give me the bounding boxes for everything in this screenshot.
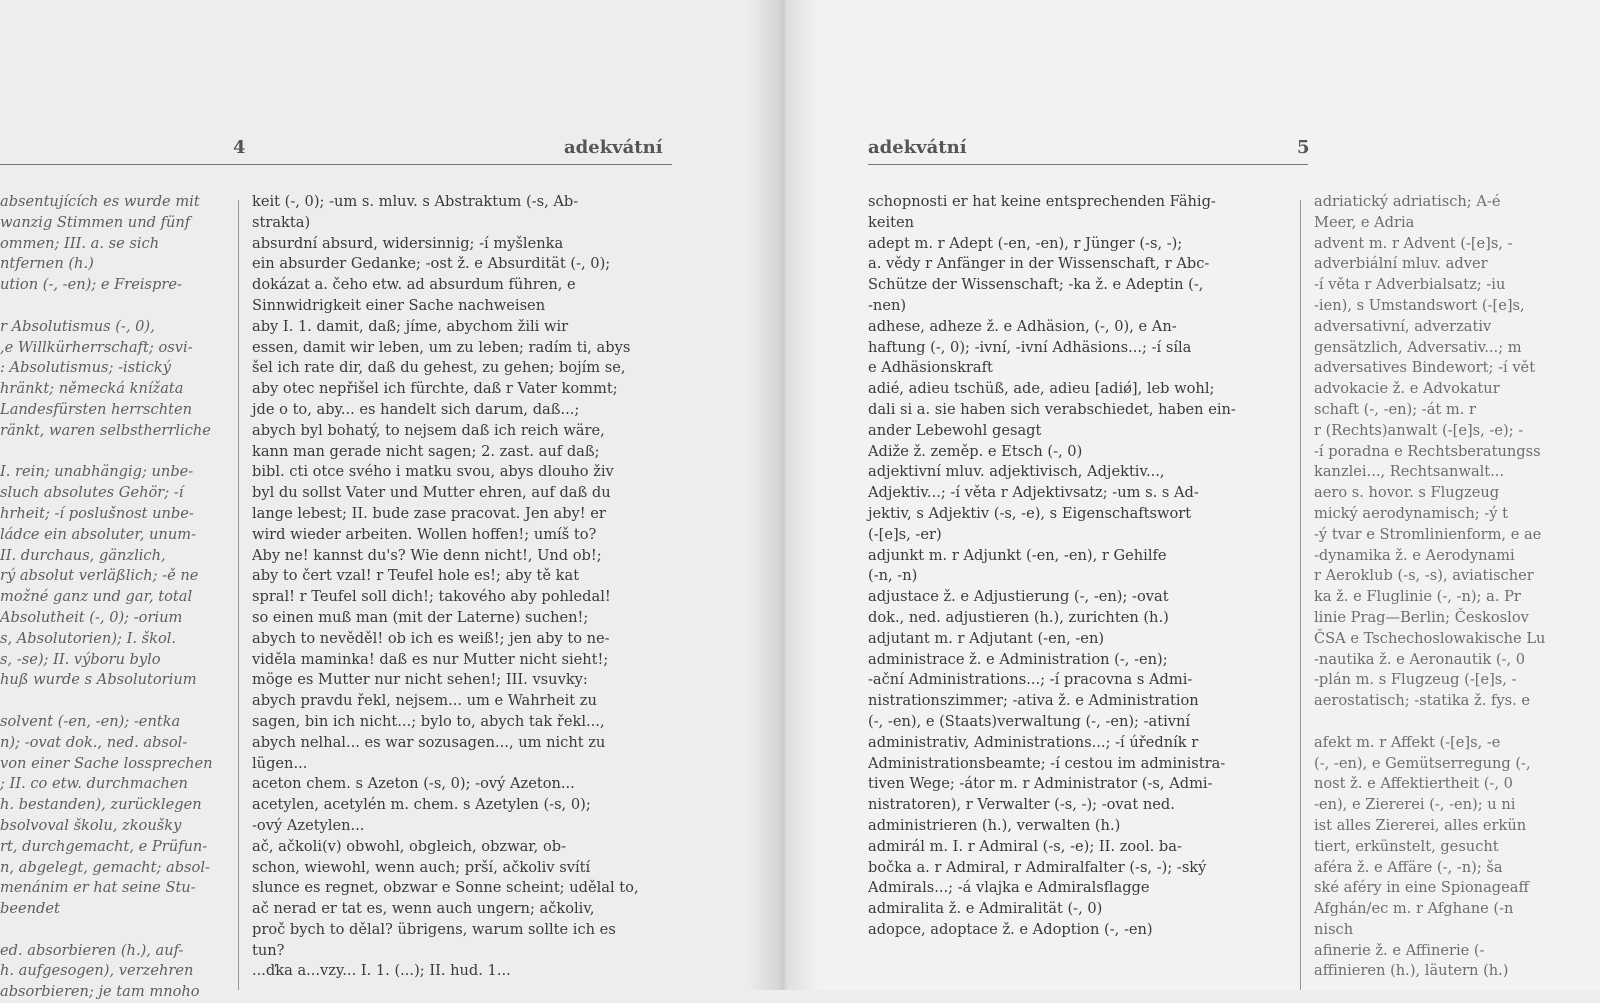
dictionary-line: rt, durchgemacht, e Prüfun-: [0, 837, 208, 855]
dictionary-line: ka ž. e Fluglinie (-, -n); a. Pr: [1314, 588, 1521, 606]
dictionary-line: administrace ž. e Administration (-, -en);: [868, 650, 1168, 668]
dictionary-line: Aby ne! kannst du's? Wie denn nicht!, Und ob!;: [252, 546, 602, 564]
dictionary-line: keit (-, 0); -um s. mluv. s Abstraktum (-s, Ab-: [252, 193, 579, 210]
dictionary-line: -í věta r Adverbialsatz; -iu: [1314, 276, 1506, 294]
dictionary-line: jde o to, aby... es handelt sich darum, daß...;: [252, 400, 580, 418]
dictionary-line: h. bestanden), zurücklegen: [0, 796, 202, 814]
dictionary-line: wird wieder arbeiten. Wollen hoffen!; umíš to?: [252, 525, 597, 543]
dictionary-line: adversativní, adverzativ: [1314, 317, 1492, 335]
dictionary-line: aerostatisch; -statika ž. fys. e: [1314, 692, 1531, 710]
dictionary-line: Schütze der Wissenschaft; -ka ž. e Adeptin (-,: [868, 276, 1204, 294]
dictionary-line: absentujících es wurde mit: [0, 193, 200, 210]
dictionary-line: nistrationszimmer; -ativa ž. e Administration: [868, 692, 1199, 710]
dictionary-line: hränkt; německá knížata: [0, 380, 184, 398]
left-column-b: [252, 192, 672, 982]
dictionary-line: ed. absorbieren (h.), auf-: [0, 941, 184, 959]
dictionary-line: II. durchaus, gänzlich,: [0, 546, 166, 564]
dictionary-line: r Absolutismus (-, 0),: [0, 317, 155, 335]
dictionary-line: ČSA e Tschechoslowakische Lu: [1314, 629, 1546, 647]
dictionary-line: advent m. r Advent (-[e]s, -: [1314, 234, 1513, 252]
dictionary-line: mický aerodynamisch; -ý t: [1314, 504, 1508, 522]
dictionary-line: schaft (-, -en); -át m. r: [1314, 400, 1477, 418]
dictionary-line: tiert, erkünstelt, gesucht: [1314, 837, 1499, 855]
dictionary-line: viděla maminka! daß es nur Mutter nicht sieht!;: [252, 650, 609, 668]
dictionary-line: ládce ein absoluter, unum-: [0, 525, 197, 543]
dictionary-line: nisch: [1314, 920, 1354, 938]
running-header-right: adekvátní: [868, 137, 967, 158]
dictionary-line: ,e Willkürherrschaft; osvi-: [0, 338, 193, 356]
column-separator-right: [1300, 200, 1301, 990]
dictionary-line: dali si a. sie haben sich verabschiedet, haben ein-: [868, 400, 1236, 418]
dictionary-line: Adjektiv...; -í věta r Adjektivsatz; -um s. s Ad-: [868, 484, 1199, 502]
dictionary-line: so einen muß man (mit der Laterne) suchen!;: [252, 608, 589, 626]
dictionary-line: Sinnwidrigkeit einer Sache nachweisen: [252, 296, 546, 314]
dictionary-line: haftung (-, 0); -ivní, -ivní Adhäsions...; -í síla: [868, 338, 1192, 356]
dictionary-line: r Aeroklub (-s, -s), aviatischer: [1314, 567, 1534, 585]
right-page: [782, 0, 1600, 990]
right-column-b: [1314, 192, 1600, 982]
dictionary-line: abych to nevěděl! ob ich es weiß!; jen aby to ne-: [252, 629, 610, 647]
dictionary-line: byl du sollst Vater und Mutter ehren, auf daß du: [252, 484, 611, 502]
page-number-left: 4: [233, 137, 246, 158]
dictionary-line: -en), e Ziererei (-, -en); u ni: [1314, 796, 1516, 814]
dictionary-line: aceton chem. s Azeton (-s, 0); -ový Azeton...: [252, 775, 575, 793]
dictionary-line: abych byl bohatý, to nejsem daß ich reich wäre,: [252, 421, 605, 439]
dictionary-line: möge es Mutter nur nicht sehen!; III. vsuvky:: [252, 671, 588, 689]
dictionary-line: bočka a. r Admiral, r Admiralfalter (-s, -); -ský: [868, 858, 1207, 876]
dictionary-line: ...ďka a...vzy... I. 1. (...); II. hud. 1...: [252, 962, 511, 980]
dictionary-line: adjutant m. r Adjutant (-en, -en): [868, 629, 1105, 647]
dictionary-line: kann man gerade nicht sagen; 2. zast. auf daß;: [252, 442, 600, 460]
dictionary-line: afinerie ž. e Affinerie (-: [1314, 941, 1485, 959]
column-separator-left: [238, 200, 239, 990]
dictionary-line: adjustace ž. e Adjustierung (-, -en); -ovat: [868, 588, 1169, 606]
dictionary-line: adept m. r Adept (-en, -en), r Jünger (-s, -);: [868, 234, 1183, 252]
dictionary-line: aby I. 1. damit, daß; jíme, abychom žili wir: [252, 317, 569, 335]
dictionary-line: (-n, -n): [868, 567, 918, 585]
dictionary-line: abych nelhal... es war sozusagen..., um nicht zu: [252, 733, 606, 751]
dictionary-line: ander Lebewohl gesagt: [868, 421, 1042, 439]
dictionary-line: adversatives Bindewort; -í vět: [1314, 359, 1536, 377]
dictionary-line: tun?: [252, 941, 285, 959]
dictionary-line: ské aféry in eine Spionageaff: [1314, 879, 1529, 897]
header-rule-right: [868, 164, 1308, 165]
dictionary-line: strakta): [252, 213, 311, 231]
dictionary-line: aféra ž. e Affäre (-, -n); ša: [1314, 858, 1503, 876]
right-column-a: [868, 192, 1292, 941]
dictionary-line: [0, 296, 230, 317]
dictionary-line: -nen): [868, 296, 907, 314]
dictionary-line: (-, -en), e (Staats)verwaltung (-, -en); -ativní: [868, 712, 1191, 730]
dictionary-line: bibl. cti otce svého i matku svou, abys dlouho živ: [252, 463, 614, 481]
dictionary-line: nost ž. e Affektiertheit (-, 0: [1314, 775, 1513, 793]
dictionary-line: admirál m. I. r Admiral (-s, -e); II. zool. ba-: [868, 837, 1182, 855]
dictionary-line: s, Absolutorien); I. škol.: [0, 629, 177, 647]
dictionary-line: rý absolut verläßlich; -ě ne: [0, 567, 199, 585]
dictionary-line: s, -se); II. výboru bylo: [0, 650, 161, 668]
dictionary-line: gensätzlich, Adversativ...; m: [1314, 338, 1522, 356]
dictionary-line: essen, damit wir leben, um zu leben; radím ti, abys: [252, 338, 631, 356]
dictionary-line: šel ich rate dir, daß du gehest, zu gehen; bojím se,: [252, 359, 626, 377]
dictionary-line: I. rein; unabhängig; unbe-: [0, 463, 194, 481]
dictionary-line: ommen; III. a. se sich: [0, 234, 160, 252]
dictionary-line: ač, ačkoli(v) obwohl, obgleich, obzwar, ob-: [252, 837, 567, 855]
left-page: [0, 0, 782, 1001]
dictionary-line: -nautika ž. e Aeronautik (-, 0: [1314, 650, 1526, 668]
dictionary-line: (-[e]s, -er): [868, 525, 942, 543]
dictionary-line: proč bych to dělal? übrigens, warum sollte ich es: [252, 920, 616, 938]
dictionary-line: von einer Sache lossprechen: [0, 754, 213, 772]
dictionary-line: adjunkt m. r Adjunkt (-en, -en), r Gehilfe: [868, 546, 1167, 564]
dictionary-line: slunce es regnet, obzwar e Sonne scheint; udělal to,: [252, 879, 639, 897]
running-header-left: adekvátní: [564, 137, 663, 158]
dictionary-line: n); -ovat dok., ned. absol-: [0, 733, 188, 751]
dictionary-line: adverbiální mluv. adver: [1314, 255, 1488, 273]
dictionary-line: linie Prag—Berlin; Českoslov: [1314, 608, 1529, 626]
dictionary-line: [0, 691, 230, 712]
dictionary-line: adié, adieu tschüß, ade, adieu [adiǿ], leb wohl;: [868, 380, 1215, 398]
dictionary-line: [1314, 712, 1600, 733]
dictionary-line: Absolutheit (-, 0); -orium: [0, 608, 183, 626]
dictionary-line: [0, 442, 230, 463]
book-gutter-shadow: [748, 0, 818, 990]
dictionary-line: lügen...: [252, 754, 308, 772]
dictionary-line: ution (-, -en); e Freispre-: [0, 276, 182, 294]
dictionary-line: r (Rechts)anwalt (-[e]s, -e); -: [1314, 421, 1524, 439]
dictionary-line: schopnosti er hat keine entsprechenden Fähig-: [868, 193, 1216, 210]
dictionary-line: ränkt, waren selbstherrliche: [0, 421, 211, 439]
dictionary-line: (-, -en), e Gemütserregung (-,: [1314, 754, 1531, 772]
dictionary-line: -plán m. s Flugzeug (-[e]s, -: [1314, 671, 1517, 689]
dictionary-line: ; II. co etw. durchmachen: [0, 775, 188, 793]
dictionary-line: administrativ, Administrations...; -í úředník r: [868, 733, 1199, 751]
dictionary-line: ač nerad er tat es, wenn auch ungern; ačkoliv,: [252, 900, 595, 918]
dictionary-line: e Adhäsionskraft: [868, 359, 993, 377]
dictionary-line: dokázat a. čeho etw. ad absurdum führen, e: [252, 276, 576, 294]
left-column-a: [0, 192, 230, 1003]
dictionary-line: dok., ned. adjustieren (h.), zurichten (h.): [868, 608, 1169, 626]
dictionary-line: afekt m. r Affekt (-[e]s, -e: [1314, 733, 1501, 751]
dictionary-line: Administrationsbeamte; -í cestou im administra-: [868, 754, 1226, 772]
dictionary-line: solvent (-en, -en); -entka: [0, 712, 181, 730]
dictionary-line: aero s. hovor. s Flugzeug: [1314, 484, 1500, 502]
dictionary-line: -ový Azetylen...: [252, 816, 365, 834]
dictionary-line: admiralita ž. e Admiralität (-, 0): [868, 900, 1103, 918]
dictionary-line: h. aufgesogen), verzehren: [0, 962, 194, 980]
dictionary-line: adopce, adoptace ž. e Adoption (-, -en): [868, 920, 1153, 938]
dictionary-line: ntfernen (h.): [0, 255, 94, 273]
dictionary-line: jektiv, s Adjektiv (-s, -e), s Eigenschaftswort: [868, 504, 1192, 522]
dictionary-line: absurdní absurd, widersinnig; -í myšlenka: [252, 234, 564, 252]
dictionary-line: Adiže ž. zeměp. e Etsch (-, 0): [868, 442, 1083, 460]
dictionary-line: affinieren (h.), läutern (h.): [1314, 962, 1509, 980]
dictionary-line: spral! r Teufel soll dich!; takového aby pohledal!: [252, 588, 611, 606]
dictionary-line: aby to čert vzal! r Teufel hole es!; aby tě kat: [252, 567, 580, 585]
dictionary-line: ein absurder Gedanke; -ost ž. e Absurdität (-, 0);: [252, 255, 611, 273]
dictionary-line: keiten: [868, 213, 915, 231]
dictionary-line: [0, 920, 230, 941]
dictionary-line: adhese, adheze ž. e Adhäsion, (-, 0), e An-: [868, 317, 1177, 335]
dictionary-line: n, abgelegt, gemacht; absol-: [0, 858, 210, 876]
dictionary-line: huß wurde s Absolutorium: [0, 671, 197, 689]
dictionary-line: abych pravdu řekl, nejsem... um e Wahrheit zu: [252, 692, 597, 710]
dictionary-line: sagen, bin ich nicht...; bylo to, abych tak řekl...,: [252, 712, 605, 730]
dictionary-line: sluch absolutes Gehör; -í: [0, 484, 184, 502]
dictionary-line: aby otec nepřišel ich fürchte, daß r Vater kommt;: [252, 380, 618, 398]
dictionary-line: acetylen, acetylén m. chem. s Azetylen (-s, 0);: [252, 796, 591, 814]
dictionary-line: lange lebest; II. bude zase pracovat. Jen aby! er: [252, 504, 606, 522]
dictionary-line: -dynamika ž. e Aerodynami: [1314, 546, 1515, 564]
dictionary-line: adriatický adriatisch; A-é: [1314, 193, 1501, 210]
dictionary-line: : Absolutismus; -istický: [0, 359, 171, 377]
page-number-right: 5: [1297, 137, 1310, 158]
dictionary-line: beendet: [0, 900, 60, 918]
dictionary-line: absorbieren; je tam mnoho: [0, 983, 200, 1001]
dictionary-line: advokacie ž. e Advokatur: [1314, 380, 1500, 398]
dictionary-line: administrieren (h.), verwalten (h.): [868, 816, 1121, 834]
dictionary-line: adjektivní mluv. adjektivisch, Adjektiv...,: [868, 463, 1165, 481]
dictionary-line: -ační Administrations...; -í pracovna s Admi-: [868, 671, 1193, 689]
dictionary-line: Meer, e Adria: [1314, 213, 1415, 231]
dictionary-line: bsolvoval školu, zkoušky: [0, 816, 182, 834]
dictionary-line: ist alles Ziererei, alles erkün: [1314, 816, 1527, 834]
dictionary-line: a. vědy r Anfänger in der Wissenschaft, r Abc-: [868, 255, 1210, 273]
dictionary-line: wanzig Stimmen und fünf: [0, 213, 191, 231]
dictionary-line: menánim er hat seine Stu-: [0, 879, 196, 897]
dictionary-line: hrheit; -í poslušnost unbe-: [0, 504, 194, 522]
dictionary-line: Afghán/ec m. r Afghane (-n: [1314, 900, 1514, 918]
dictionary-line: -ý tvar e Stromlinienform, e ae: [1314, 525, 1542, 543]
dictionary-line: Landesfürsten herrschten: [0, 400, 193, 418]
dictionary-line: nistratoren), r Verwalter (-s, -); -ovat ned.: [868, 796, 1175, 814]
dictionary-line: tiven Wege; -átor m. r Administrator (-s, Admi-: [868, 775, 1213, 793]
dictionary-line: -ien), s Umstandswort (-[e]s,: [1314, 296, 1525, 314]
dictionary-line: -í poradna e Rechtsberatungss: [1314, 442, 1541, 460]
dictionary-line: kanzlei..., Rechtsanwalt...: [1314, 463, 1505, 481]
dictionary-line: schon, wiewohl, wenn auch; prší, ačkoliv svítí: [252, 858, 591, 876]
header-rule-left: [0, 164, 672, 165]
dictionary-line: Admirals...; -á vlajka e Admiralsflagge: [868, 879, 1150, 897]
dictionary-line: možné ganz und gar, total: [0, 588, 193, 606]
